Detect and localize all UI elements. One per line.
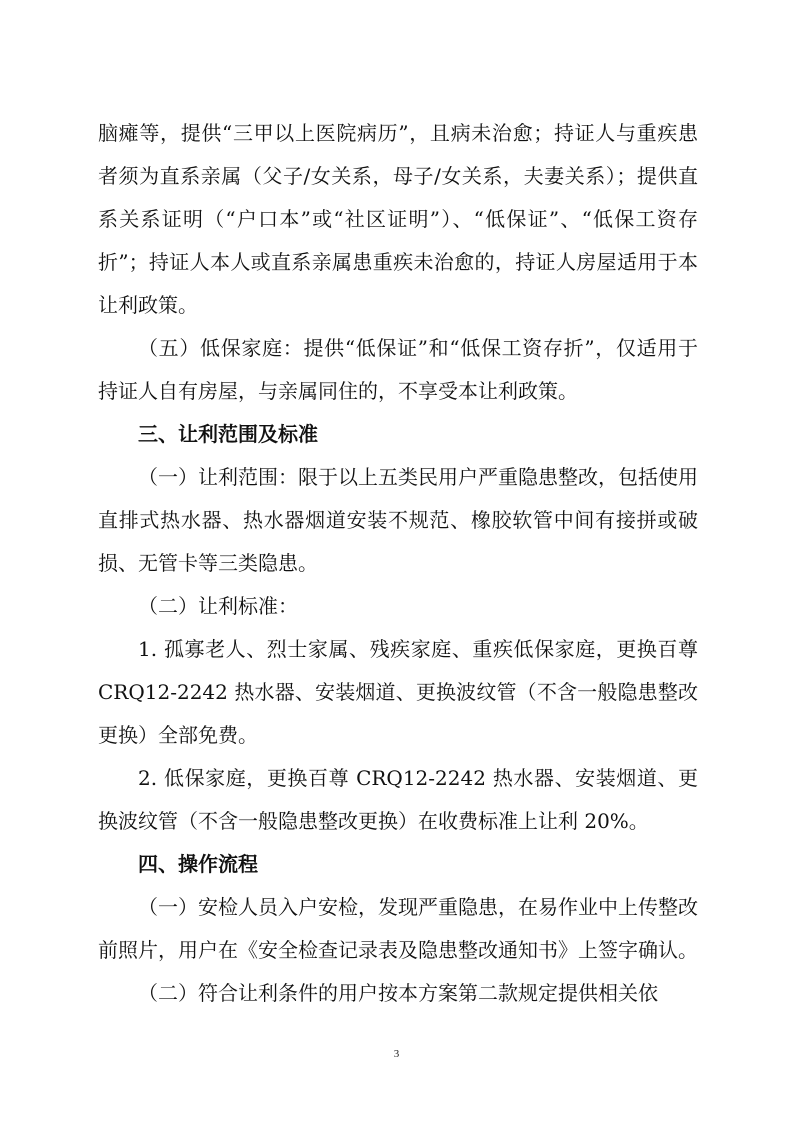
page-number: 3 — [393, 1048, 400, 1060]
document-body — [98, 112, 698, 1015]
paragraph-continuation: 脑瘫等，提供“三甲以上医院病历”，且病未治愈；持证人与重疾患者须为直系亲属（父子/女关系，母子/女关系，夫妻关系）；提供直系关系证明（“户口本”或“社区证明”）、“低保证”、“低保工资存折”；持证人本人或直系亲属患重疾未治愈的，持证人房屋适用于本让利政策。 — [98, 121, 698, 317]
paragraph-discount-scope: （一）让利范围：限于以上五类民用户严重隐患整改，包括使用直排式热水器、热水器烟道安装不规范、橡胶软管中间有接拼或破损、无管卡等三类隐患。 — [98, 465, 698, 575]
paragraph-procedure-step-1: （一）安检人员入户安检，发现严重隐患，在易作业中上传整改前照片，用户在《安全检查记录表及隐患整改通知书》上签字确认。 — [98, 895, 698, 962]
paragraph-procedure-step-2: （二）符合让利条件的用户按本方案第二款规定提供相关依 — [138, 981, 658, 1005]
section-heading-scope-standard: 三、让利范围及标准 — [138, 422, 318, 446]
section-heading-procedure: 四、操作流程 — [138, 852, 258, 876]
paragraph-low-income-family: （五）低保家庭：提供“低保证”和“低保工资存折”，仅适用于持证人自有房屋，与亲属同住的，不享受本让利政策。 — [98, 336, 698, 403]
paragraph-standard-item-2: 2. 低保家庭，更换百尊 CRQ12-2242 热水器、安装烟道、更换波纹管（不含一般隐患整改更换）在收费标准上让利 20%。 — [98, 766, 698, 833]
paragraph-standard-item-1: 1. 孤寡老人、烈士家属、残疾家庭、重疾低保家庭，更换百尊 CRQ12-2242 热水器、安装烟道、更换波纹管（不含一般隐患整改更换）全部免费。 — [98, 637, 698, 747]
paragraph-discount-standard: （二）让利标准： — [138, 594, 298, 618]
